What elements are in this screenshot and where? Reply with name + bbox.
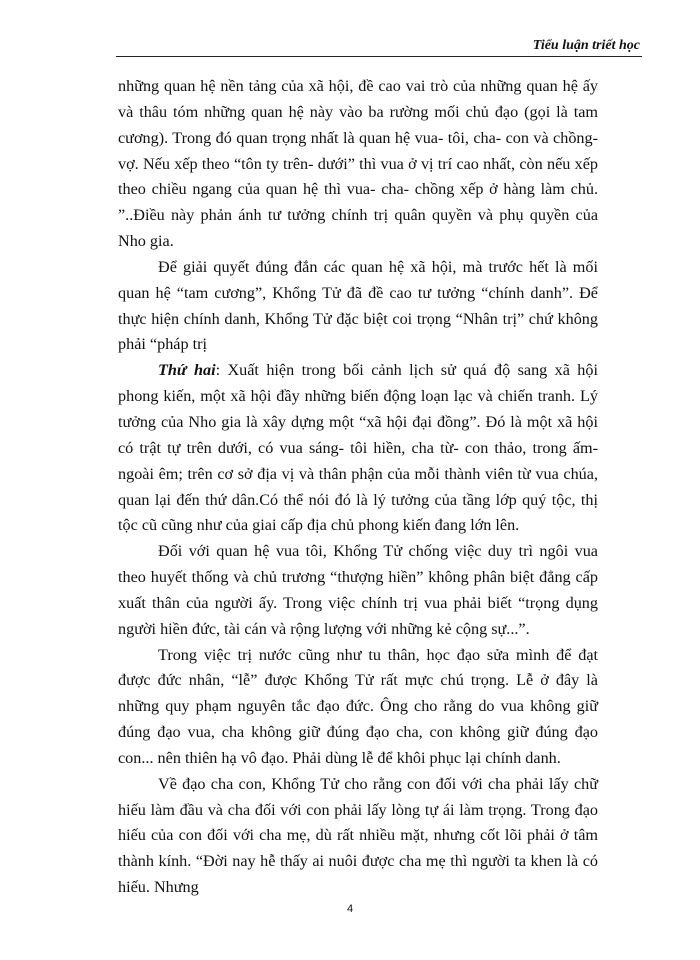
paragraph-4: Đối với quan hệ vua tôi, Khổng Tử chống việc duy trì ngôi vua theo huyết thống và chủ trương “thượng hiền” không phân biệt đẳng cấp xuất thân của người ấy. Trong việc chính trị vua phải biết “trọng dụng người hiền đức, tài cán và rộng lượng với những kẻ cộng sự...”. [118,542,598,638]
paragraph-3-text: : Xuất hiện trong bối cảnh lịch sử quá độ sang xã hội phong kiến, một xã hội đầy những biến động loạn lạc và chiến tranh. Lý tưởng của Nho gia là xây dựng một “xã hội đại đồng”. Đó là một xã hội có trật tự trên dưới, có vua sáng- tôi hiền, cha từ- con thảo, trong ấm- ngoài êm; trên cơ sở địa vị và thân phận của mỗi thành viên từ vua chúa, quan lại đến thứ dân.Có thể nói đó là lý tưởng của tầng lớp quý tộc, thị tộc cũ cũng như của giai cấp địa chủ phong kiến đang lớn lên. [118,361,598,535]
document-body [118,74,598,901]
paragraph-3 [118,358,598,539]
paragraph-3-lead: Thứ hai [158,361,216,380]
paragraph-6: Về đạo cha con, Khổng Tử cho rằng con đối với cha phải lấy chữ hiếu làm đầu và cha đối với con phải lấy lòng tự ái làm trọng. Trong đạo hiếu của con đối với cha mẹ, dù rất nhiều mặt, nhưng cốt lõi phải ở tâm thành kính. “Đời nay hễ thấy ai nuôi được cha mẹ thì người ta khen là có hiếu. Nhưng [118,774,598,897]
running-header-title: Tiểu luận triết học [532,38,640,53]
header-rule [116,56,642,57]
page-number: 4 [346,903,354,915]
paragraph-1: những quan hệ nền tảng của xã hội, đề cao vai trò của những quan hệ ấy và thâu tóm những quan hệ này vào ba rường mối chủ đạo (gọi là tam cương). Trong đó quan trọng nhất là quan hệ vua- tôi, cha- con và chồng- vợ. Nếu xếp theo “tôn ty trên- dưới” thì vua ở vị trí cao nhất, còn nếu xếp theo chiều ngang của quan hệ thì vua- cha- chồng xếp ở hàng làm chủ. ”..Điều này phản ánh tư tưởng chính trị quân quyền và phụ quyền của Nho gia. [118,77,598,251]
paragraph-5: Trong việc trị nước cũng như tu thân, học đạo sửa mình để đạt được đức nhân, “lễ” được Khổng Tử rất mực chú trọng. Lễ ở đây là những quy phạm nguyên tắc đạo đức. Ông cho rằng do vua không giữ đúng đạo vua, cha không giữ đúng đạo cha, con không giữ đúng đạo con... nên thiên hạ vô đạo. Phải dùng lễ để khôi phục lại chính danh. [118,645,598,767]
paragraph-2: Để giải quyết đúng đắn các quan hệ xã hội, mà trước hết là mối quan hệ “tam cương”, Khổng Tử đã đề cao tư tưởng “chính danh”. Để thực hiện chính danh, Khổng Tử đặc biệt coi trọng “Nhân trị” chứ không phải “pháp trị [118,257,598,354]
